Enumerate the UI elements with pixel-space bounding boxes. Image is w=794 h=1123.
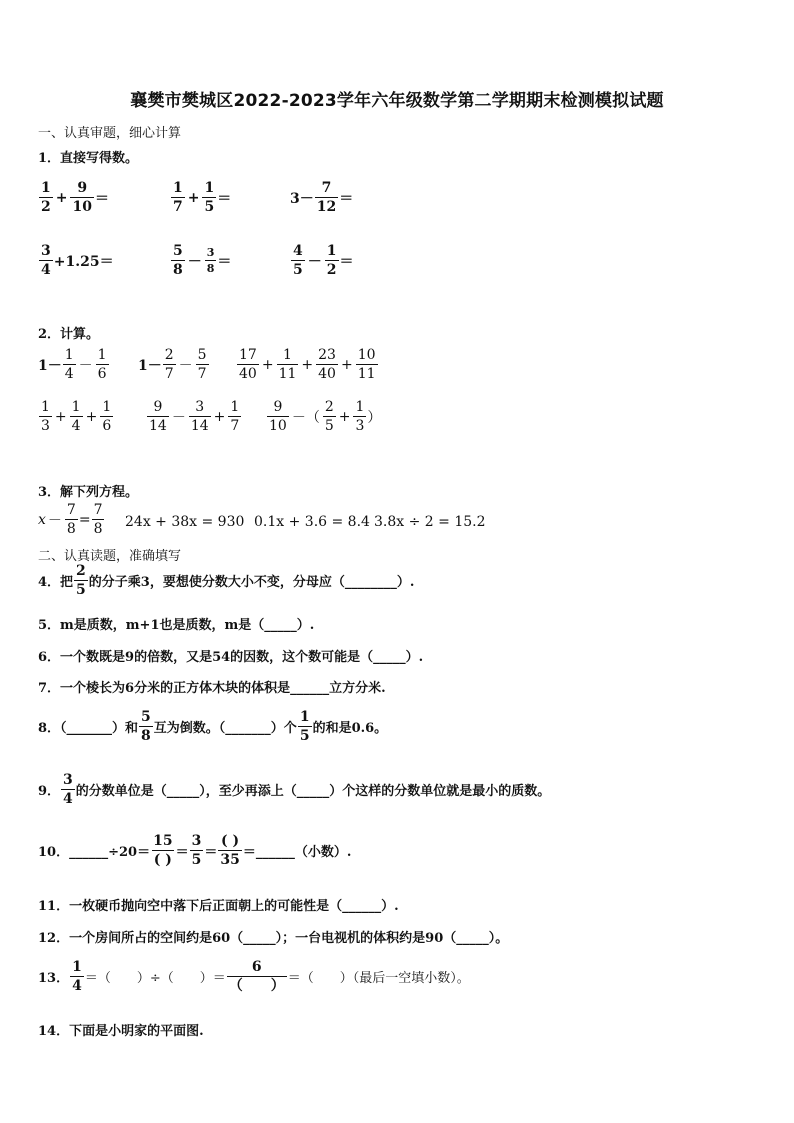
q2-expr-5: $\frac{9}{14}$ － $\frac{3}{14}$ + $\frac{1}{7}$ [149,399,240,434]
q2-expr-3: $\frac{17}{40}$ + $\frac{1}{11}$ + $\frac{23}{40}$ + $\frac{10}{11}$ [239,347,376,382]
question-3-label: 3．解下列方程。 [38,485,139,500]
section-heading-1: 一、认真审题，细心计算 [38,126,182,141]
q1-expr-1: $\frac{1}{2}$ + $\frac{9}{10}$ ＝ [41,180,109,215]
q3-equation-2: 24x + 38x = 930 [125,514,245,530]
question-5: 5．m是质数，m+1也是质数，m是（_____）. [38,618,315,633]
question-2-label: 2．计算。 [38,327,100,342]
question-14: 14．下面是小明家的平面图. [38,1024,204,1039]
q2-expr-6: $\frac{9}{10}$ －（ $\frac{2}{5}$ + $\frac{1}{3}$ ） [269,399,382,434]
q1-expr-3: 3－ $\frac{7}{12}$ ＝ [290,180,354,215]
q2-expr-1: 1－ $\frac{1}{4}$ － $\frac{1}{6}$ [38,347,107,382]
question-1-label: 1．直接写得数。 [38,151,139,166]
question-4: 4．把 $\frac{2}{5}$ 的分子乘3，要想使分数大小不变，分母应（________）. [38,563,415,598]
question-6: 6．一个数既是9的倍数，又是54的因数，这个数可能是（_____）. [38,650,424,665]
q1-expr-6: $\frac{4}{5}$ － $\frac{1}{2}$ ＝ [293,243,354,278]
q3-equation-4: 3.8x ÷ 2 = 15.2 [374,514,486,530]
q1-expr-5: $\frac{5}{8}$ － $\frac{3}{8}$ ＝ [173,243,232,278]
q3-equation-3: 0.1x + 3.6 = 8.4 [254,514,370,530]
page-title: 襄樊市樊城区2022-2023学年六年级数学第二学期期末检测模拟试题 [130,91,664,111]
question-9: 9． $\frac{3}{4}$ 的分数单位是（_____），至少再添上（_____）个这样的分数单位就是最小的质数。 [38,772,551,807]
q1-expr-2: $\frac{1}{7}$ + $\frac{1}{5}$ ＝ [173,180,232,215]
question-10: 10．______÷20＝ $\frac{15}{( )}$ ＝ $\frac{3}{5}$ ＝ $\frac{( )}{35}$ ＝______（小数）. [38,833,352,868]
question-13: 13． $\frac{1}{4}$ ＝（ ）÷（ ）＝ $\frac{6}{( )}$ ＝（ ）（最后一空填小数）。 [38,959,470,994]
q2-expr-2: 1－ $\frac{2}{7}$ － $\frac{5}{7}$ [138,347,207,382]
question-8: 8．（_______）和 $\frac{5}{8}$ 互为倒数。（_______）个 $\frac{1}{5}$ 的和是0.6。 [38,709,388,744]
q1-expr-4: $\frac{3}{4}$ +1.25＝ [41,243,114,278]
q2-expr-4: $\frac{1}{3}$ + $\frac{1}{4}$ + $\frac{1}{6}$ [41,399,112,434]
question-7: 7．一个棱长为6分米的正方体木块的体积是______立方分米. [38,681,386,696]
question-12: 12．一个房间所占的空间约是60（_____）；一台电视机的体积约是90（_____）。 [38,931,509,946]
q3-equation-1: x － $\frac{7}{8}$ = $\frac{7}{8}$ [38,502,103,537]
question-11: 11．一枚硬币抛向空中落下后正面朝上的可能性是（______）. [38,899,399,914]
section-heading-2: 二、认真读题，准确填写 [38,549,182,564]
